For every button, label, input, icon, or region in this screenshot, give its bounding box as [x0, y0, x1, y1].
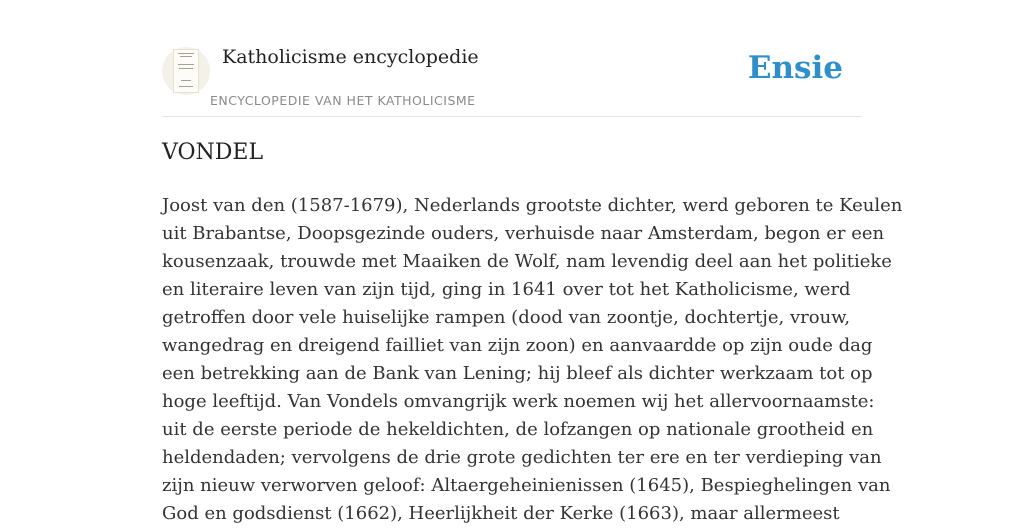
entry-body-line: Joost van den (1587-1679), Nederlands grootste dichter, werd geboren te Keulen [162, 195, 903, 216]
entry-body [162, 192, 903, 528]
entry-title: VONDEL [162, 140, 264, 165]
entry-body-line: wangedrag en dreigend failliet van zijn zoon) en aanvaardde op zijn oude dag [162, 335, 873, 356]
ensie-logo[interactable]: Ensie [747, 50, 843, 86]
entry-body-line: hoge leeftijd. Van Vondels omvangrijk werk noemen wij het allervoornaamste: [162, 391, 875, 412]
entry-body-line: en literaire leven van zijn tijd, ging in 1641 over tot het Katholicisme, werd [162, 279, 851, 300]
header [162, 0, 862, 117]
entry-body-line: uit de eerste periode de hekeldichten, de lofzangen op nationale grootheid en [162, 419, 874, 440]
entry-body-line: een betrekking aan de Bank van Lening; hij bleef als dichter werkzaam tot op [162, 363, 873, 384]
entry-body-line: uit Brabantse, Doopsgezinde ouders, verhuisde naar Amsterdam, begon er een [162, 223, 885, 244]
entry-body-line: heldendaden; vervolgens de drie grote gedichten ter ere en ter verdieping van [162, 447, 882, 468]
book-cover-icon[interactable] [162, 47, 210, 95]
entry-body-line: zijn nieuw verworven geloof: Altaergeheinienissen (1645), Bespieghelingen van [162, 475, 891, 496]
entry-body-line: getroffen door vele huiselijke rampen (dood van zoontje, dochtertje, vrouw, [162, 307, 851, 328]
entry-body-line: God en godsdienst (1662), Heerlijkheit der Kerke (1663), maar allermeest [162, 503, 840, 524]
book-title[interactable]: Katholicisme encyclopedie [222, 46, 479, 68]
entry-body-line: kousenzaak, trouwde met Maaiken de Wolf, nam levendig deel aan het politieke [162, 251, 892, 272]
book-subtitle: ENCYCLOPEDIE VAN HET KATHOLICISME [210, 93, 476, 108]
